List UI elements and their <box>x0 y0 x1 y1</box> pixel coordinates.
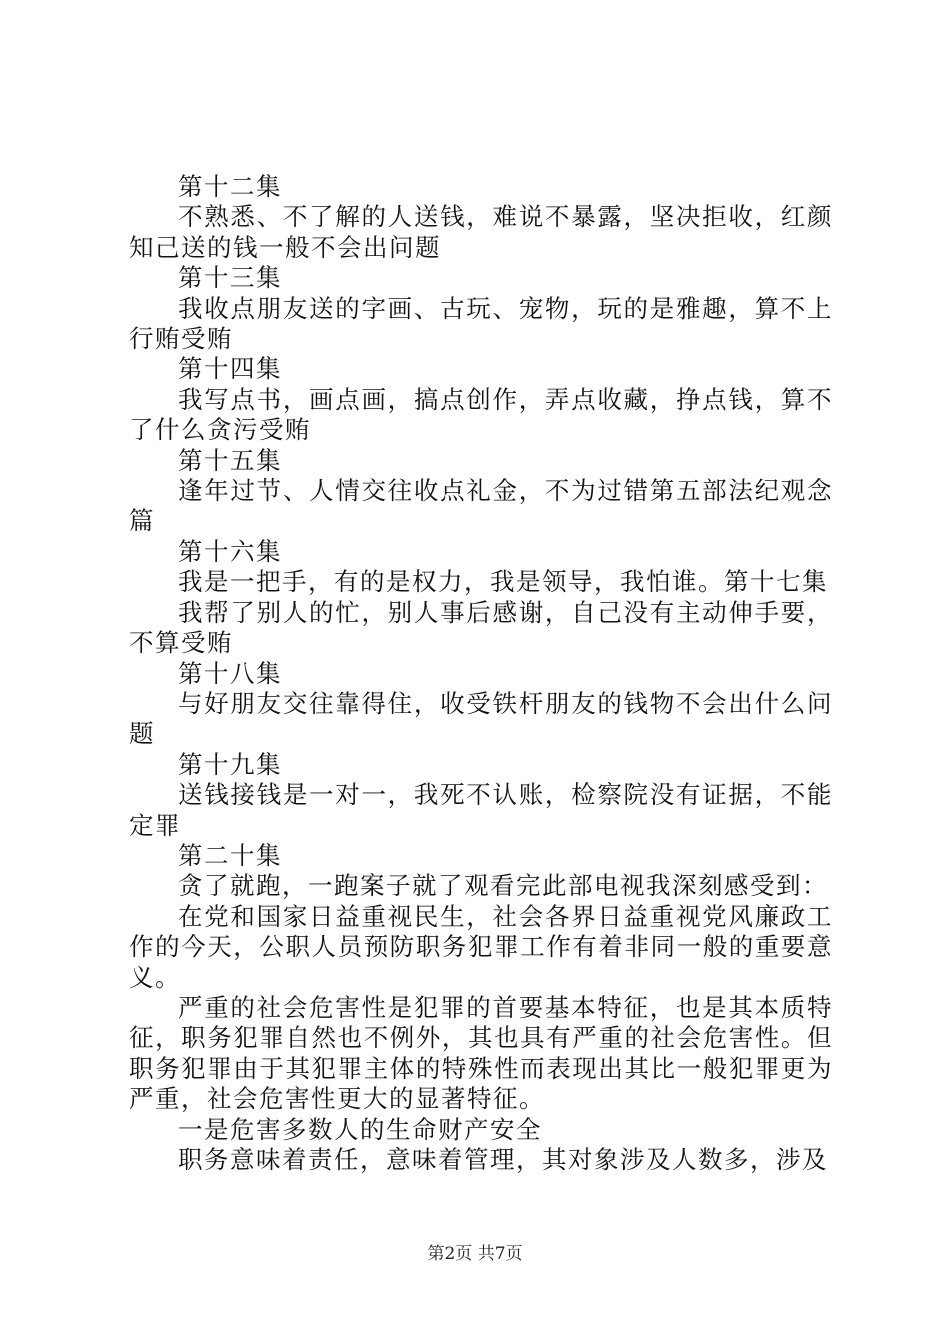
paragraph-episode-12: 不熟悉、不了解的人送钱，难说不暴露，坚决拒收，红颜知己送的钱一般不会出问题 <box>129 202 833 262</box>
heading-episode-12: 第十二集 <box>178 172 282 201</box>
heading-episode-18: 第十八集 <box>178 658 282 688</box>
paragraph-episode-17: 我帮了别人的忙，别人事后感谢，自己没有主动伸手要，不算受贿 <box>129 597 833 658</box>
paragraph-harmfulness: 严重的社会危害性是犯罪的首要基本特征，也是其本质特征，职务犯罪自然也不例外，其也具有严重的社会危害性。但职务犯罪由于其犯罪主体的特殊性而表现出其比一般犯罪更为严重，社会危害性更大的显著特征。 <box>129 992 833 1114</box>
paragraph-episode-20: 贪了就跑，一跑案子就了观看完此部电视我深刻感受到： <box>178 871 828 901</box>
paragraph-episode-14: 我写点书，画点画，搞点创作，弄点收藏，挣点钱，算不了什么贪污受贿 <box>129 384 833 445</box>
heading-episode-15: 第十五集 <box>178 445 282 475</box>
paragraph-significance: 在党和国家日益重视民生，社会各界日益重视党风廉政工作的今天，公职人员预防职务犯罪工作有着非同一般的重要意义。 <box>129 901 833 992</box>
paragraph-episode-13: 我收点朋友送的字画、古玩、宠物，玩的是雅趣，算不上行贿受贿 <box>129 293 833 354</box>
heading-episode-13: 第十三集 <box>178 263 282 293</box>
paragraph-episode-16: 我是一把手，有的是权力，我是领导，我怕谁。第十七集 <box>178 567 828 597</box>
paragraph-duty: 职务意味着责任，意味着管理，其对象涉及人数多，涉及 <box>178 1145 828 1174</box>
heading-episode-16: 第十六集 <box>178 536 282 566</box>
paragraph-episode-19: 送钱接钱是一对一，我死不认账，检察院没有证据，不能定罪 <box>129 780 833 840</box>
heading-episode-19: 第十九集 <box>178 749 282 779</box>
heading-episode-20: 第二十集 <box>178 840 282 870</box>
paragraph-point-one: 一是危害多数人的生命财产安全 <box>178 1114 542 1144</box>
paragraph-episode-15: 逢年过节、人情交往收点礼金，不为过错第五部法纪观念篇 <box>129 476 833 536</box>
page-number-footer: 第2页 共7页 <box>427 1244 523 1264</box>
document-body <box>129 172 833 1175</box>
paragraph-episode-18: 与好朋友交往靠得住，收受铁杆朋友的钱物不会出什么问题 <box>129 688 833 749</box>
heading-episode-14: 第十四集 <box>178 354 282 384</box>
